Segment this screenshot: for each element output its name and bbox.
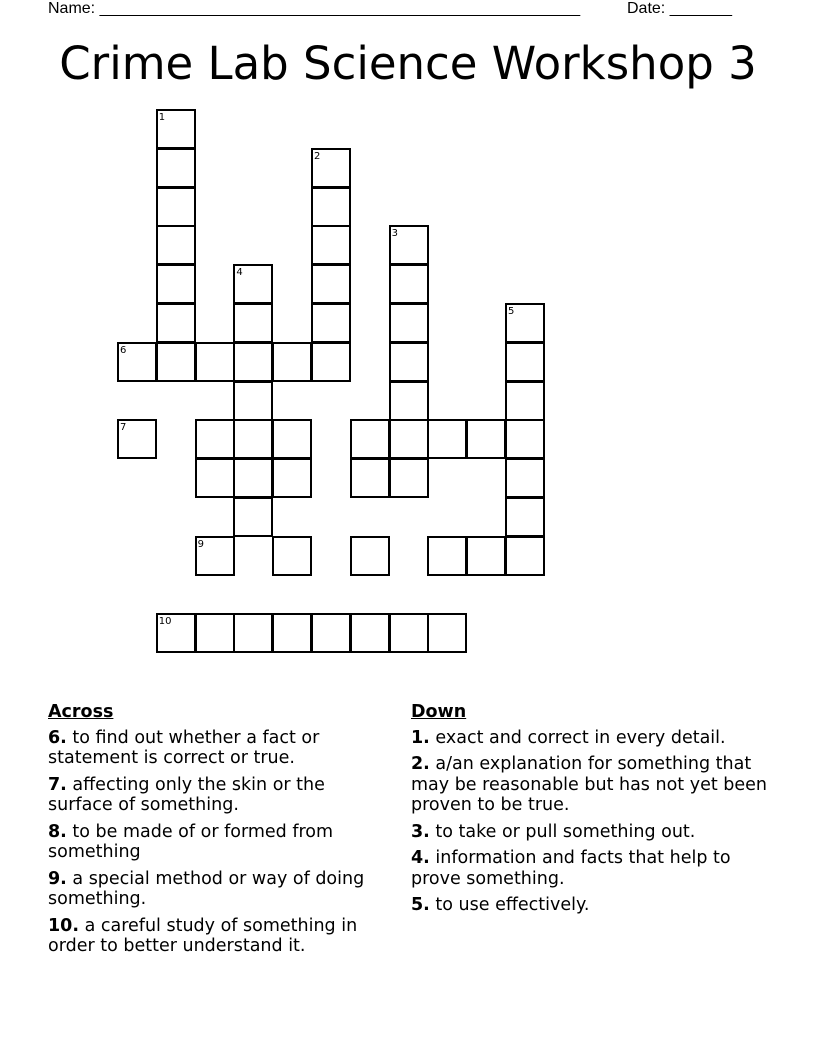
clue-number: 10. [48, 915, 80, 936]
across-clue [48, 869, 388, 910]
grid-cell[interactable] [156, 303, 196, 343]
clue-number-label: 9 [197, 538, 204, 550]
grid-cell[interactable] [311, 225, 351, 265]
grid-cell[interactable] [233, 342, 273, 382]
grid-cell[interactable] [389, 342, 429, 382]
across-heading: Across [48, 702, 114, 722]
down-clue [411, 754, 771, 816]
down-clue [411, 822, 771, 843]
grid-cell[interactable] [156, 342, 196, 382]
across-clues [48, 702, 388, 963]
grid-cell[interactable] [427, 536, 467, 576]
clue-number-label: 5 [508, 306, 515, 317]
grid-cell[interactable] [117, 419, 157, 459]
grid-cell[interactable] [505, 458, 545, 498]
grid-cell[interactable] [272, 536, 312, 576]
clue-text: to take or pull something out. [435, 821, 696, 842]
across-clue [48, 728, 388, 769]
grid-cell[interactable] [311, 613, 351, 653]
grid-cell[interactable] [466, 536, 506, 576]
clue-number: 3. [411, 821, 430, 842]
grid-cell[interactable] [505, 342, 545, 382]
grid-cell[interactable] [156, 148, 196, 188]
grid-cell[interactable] [427, 419, 467, 459]
clue-number: 8. [48, 821, 67, 842]
clue-number-label: 6 [120, 344, 127, 356]
clue-text: to use effectively. [435, 895, 590, 915]
grid-cell[interactable] [466, 419, 506, 459]
clue-number-label: 7 [120, 422, 127, 434]
down-clue [411, 728, 771, 749]
clue-number: 2. [411, 754, 430, 774]
down-clues [411, 702, 771, 922]
grid-cell[interactable] [272, 419, 312, 459]
across-clue [48, 775, 388, 816]
grid-cell[interactable] [389, 458, 429, 498]
clue-text: a careful study of something in order to better understand it. [48, 915, 358, 956]
grid-cell[interactable] [233, 613, 273, 653]
clue-number-label: 1 [158, 112, 166, 123]
grid-cell[interactable] [233, 419, 273, 459]
grid-cell[interactable] [505, 419, 545, 459]
grid-cell[interactable] [311, 187, 351, 227]
grid-cell[interactable] [156, 264, 196, 304]
grid-cell[interactable] [233, 381, 273, 421]
grid-cell[interactable] [350, 458, 390, 498]
grid-cell[interactable] [272, 342, 312, 382]
grid-cell[interactable] [156, 187, 196, 227]
grid-cell[interactable] [311, 264, 351, 304]
page-title: Crime Lab Science Workshop 3 [59, 37, 757, 90]
down-clue [411, 848, 771, 889]
clue-text: exact and correct in every detail. [435, 727, 726, 748]
grid-cell[interactable] [389, 264, 429, 304]
grid-cell[interactable] [350, 536, 390, 576]
clue-number: 1. [411, 727, 430, 748]
grid-cell[interactable] [389, 613, 429, 653]
grid-cell[interactable] [389, 419, 429, 459]
grid-cell[interactable] [505, 303, 545, 343]
down-heading: Down [411, 702, 467, 722]
grid-cell[interactable] [117, 342, 157, 382]
clue-number-label: 3 [391, 228, 398, 240]
clue-number-label: 10 [158, 616, 172, 628]
grid-cell[interactable] [195, 419, 235, 459]
grid-cell[interactable] [233, 264, 273, 304]
clue-number-label: 4 [236, 267, 243, 279]
clue-text: affecting only the skin or the surface of something. [48, 774, 325, 815]
grid-cell[interactable] [195, 536, 235, 576]
clue-text: a/an explanation for something that may be reasonable but has not yet been proven to be true. [411, 754, 767, 815]
grid-cell[interactable] [505, 497, 545, 537]
clue-number: 9. [48, 868, 67, 889]
clue-number-label: 2 [314, 150, 321, 162]
clue-text: a special method or way of doing something. [48, 868, 365, 909]
grid-cell[interactable] [427, 613, 467, 653]
date-field-line: Date: _______ [627, 0, 732, 17]
clue-number: 7. [48, 774, 67, 795]
grid-cell[interactable] [156, 109, 196, 149]
grid-cell[interactable] [311, 303, 351, 343]
name-field-line: Name: ______________________________________________________ [48, 0, 581, 17]
grid-cell[interactable] [233, 458, 273, 498]
grid-cell[interactable] [311, 342, 351, 382]
clue-text: to be made of or formed from something [48, 821, 334, 862]
grid-cell[interactable] [195, 458, 235, 498]
grid-cell[interactable] [233, 497, 273, 537]
grid-cell[interactable] [389, 381, 429, 421]
clue-text: information and facts that help to prove something. [411, 848, 731, 889]
grid-cell[interactable] [505, 536, 545, 576]
grid-cell[interactable] [311, 148, 351, 188]
clue-text: to find out whether a fact or statement is correct or true. [48, 727, 320, 768]
grid-cell[interactable] [350, 613, 390, 653]
grid-cell[interactable] [156, 613, 196, 653]
grid-cell[interactable] [389, 225, 429, 265]
clue-number: 6. [48, 727, 67, 748]
down-clue [411, 895, 771, 916]
grid-cell[interactable] [272, 613, 312, 653]
grid-cell[interactable] [195, 342, 235, 382]
grid-cell[interactable] [350, 419, 390, 459]
clue-number: 4. [411, 848, 430, 868]
grid-cell[interactable] [156, 225, 196, 265]
across-clue [48, 916, 388, 957]
clue-number: 5. [411, 895, 430, 915]
grid-cell[interactable] [505, 381, 545, 421]
grid-cell[interactable] [195, 613, 235, 653]
grid-cell[interactable] [233, 303, 273, 343]
across-clue [48, 822, 388, 863]
grid-cell[interactable] [272, 458, 312, 498]
grid-cell[interactable] [389, 303, 429, 343]
